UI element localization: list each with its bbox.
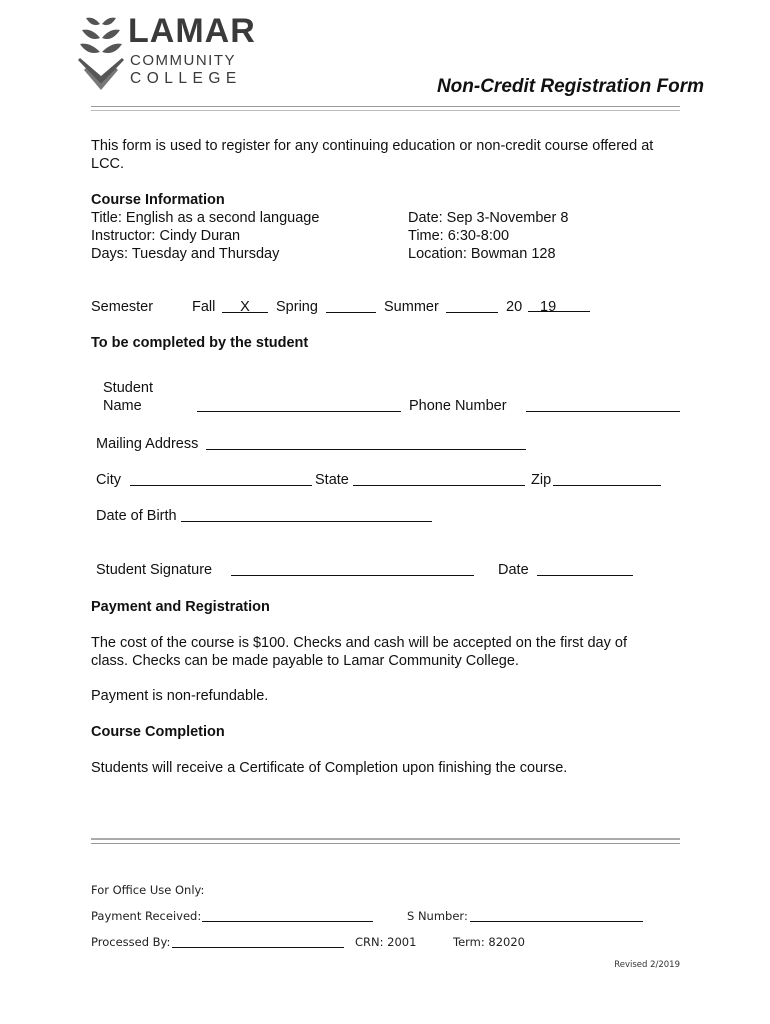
footer-divider [91, 838, 680, 840]
leaf-emblem-icon [76, 14, 126, 92]
header-divider-2 [91, 110, 680, 111]
s-number-field[interactable] [470, 909, 643, 925]
student-name-label-2: Name [103, 398, 142, 414]
intro-line-1: This form is used to register for any continuing education or non-credit course offered at [91, 138, 654, 154]
state-label: State [315, 472, 349, 488]
footer-divider-2 [91, 843, 680, 844]
intro-line-2: LCC. [91, 156, 125, 172]
spring-label: Spring [276, 299, 318, 315]
phone-label: Phone Number [409, 398, 507, 414]
student-name-label-1: Student [103, 380, 153, 396]
refund-text: Payment is non-refundable. [91, 688, 269, 704]
course-info-heading: Course Information [91, 192, 225, 208]
term-value: Term: 82020 [453, 935, 525, 949]
payment-received-field[interactable] [202, 909, 373, 925]
course-instructor: Instructor: Cindy Duran [91, 228, 241, 244]
signature-label: Student Signature [96, 562, 213, 578]
fall-label: Fall [192, 299, 216, 315]
payment-heading: Payment and Registration [91, 599, 270, 615]
year-prefix: 20 [506, 299, 523, 315]
summer-label: Summer [384, 299, 439, 315]
fall-field[interactable] [222, 298, 268, 316]
office-heading: For Office Use Only: [91, 883, 205, 897]
payment-text-1: The cost of the course is $100. Checks and cash will be accepted on the first day of [91, 635, 627, 651]
year-field[interactable] [528, 298, 590, 316]
crn-value: CRN: 2001 [355, 935, 417, 949]
course-time: Time: 6:30-8:00 [408, 228, 510, 244]
state-field[interactable] [353, 471, 525, 491]
completion-text: Students will receive a Certificate of Completion upon finishing the course. [91, 760, 568, 776]
logo-text-community: COMMUNITY [130, 52, 236, 69]
logo-text-lamar: LAMAR [128, 12, 256, 50]
header-divider [91, 106, 680, 107]
signature-field[interactable] [231, 561, 474, 581]
signature-date-label: Date [498, 562, 529, 578]
city-label: City [96, 472, 121, 488]
form-title: Non-Credit Registration Form [436, 76, 704, 97]
processed-by-label: Processed By: [91, 935, 171, 949]
dob-field[interactable] [181, 507, 432, 527]
signature-date-field[interactable] [537, 561, 633, 581]
revised-date: Revised 2/2019 [614, 960, 680, 970]
logo-text-college: COLLEGE [130, 70, 242, 87]
payment-text-2: class. Checks can be made payable to Lamar Community College. [91, 653, 519, 669]
course-days: Days: Tuesday and Thursday [91, 246, 280, 262]
zip-label: Zip [531, 472, 552, 488]
completion-heading: Course Completion [91, 724, 225, 740]
semester-label: Semester [91, 299, 154, 315]
course-location: Location: Bowman 128 [408, 246, 556, 262]
processed-by-field[interactable] [172, 935, 344, 951]
student-name-field[interactable] [197, 397, 401, 417]
mailing-address-label: Mailing Address [96, 436, 199, 452]
student-section-heading: To be completed by the student [91, 335, 309, 351]
phone-field[interactable] [526, 397, 680, 417]
course-title: Title: English as a second language [91, 210, 320, 226]
dob-label: Date of Birth [96, 508, 177, 524]
mailing-address-field[interactable] [206, 435, 526, 455]
spring-field[interactable] [326, 298, 376, 318]
year-value: 19 [528, 298, 590, 312]
course-date: Date: Sep 3-November 8 [408, 210, 569, 226]
payment-received-label: Payment Received: [91, 909, 202, 923]
city-field[interactable] [130, 471, 312, 491]
zip-field[interactable] [553, 471, 661, 491]
fall-value: X [222, 298, 268, 313]
summer-field[interactable] [446, 298, 498, 318]
s-number-label: S Number: [407, 909, 468, 923]
